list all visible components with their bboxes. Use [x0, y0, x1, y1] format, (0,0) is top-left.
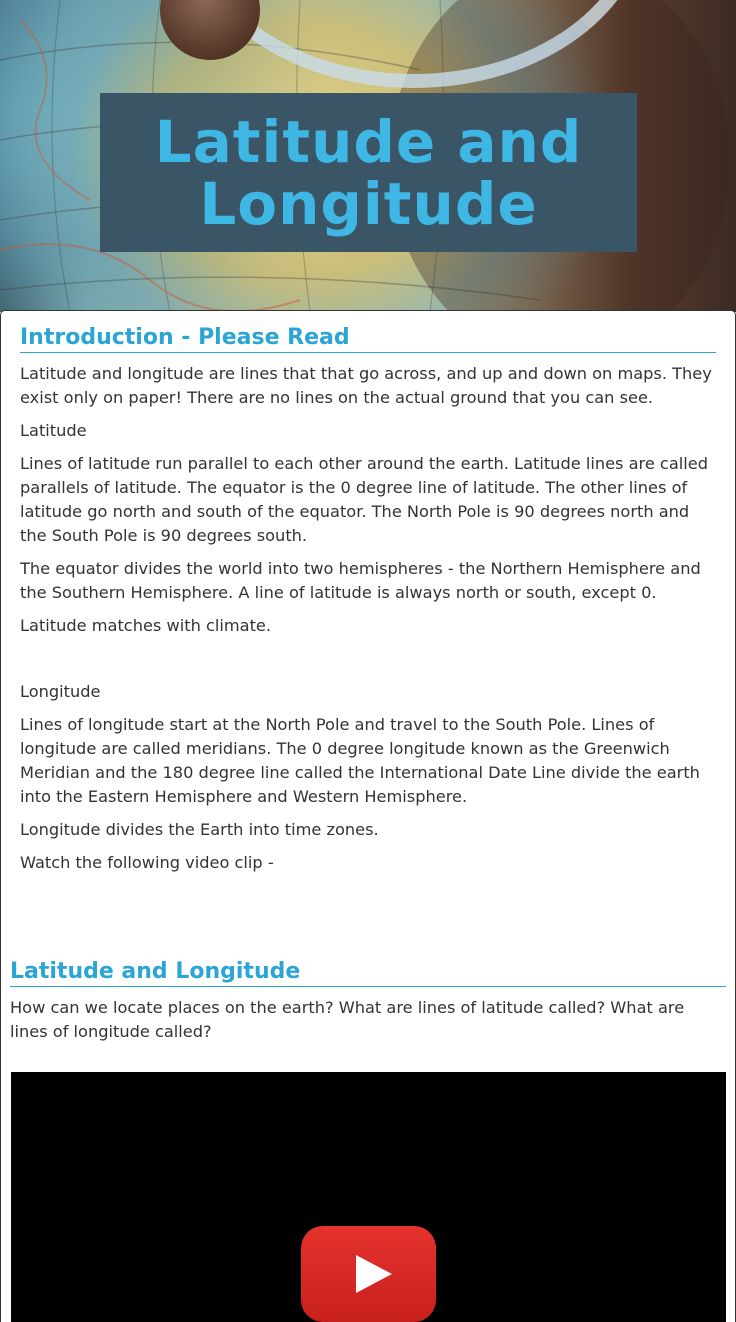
longitude-label: Longitude — [20, 682, 101, 701]
longitude-paragraph: Lines of longitude start at the North Pole and travel to the South Pole. Lines of longitude are called meridians. The 0 degree longitude known as the Greenwich Meridian and the 180 degree line called the International Date Line divide the earth into the Eastern Hemisphere and Western Hemisphere. — [20, 715, 700, 806]
lesson-description: How can we locate places on the earth? What are lines of latitude called? What are lines of longitude called? — [10, 998, 685, 1041]
intro-section — [20, 325, 716, 884]
video-prompt: Watch the following video clip - — [20, 853, 274, 872]
latitude-paragraph: Lines of latitude run parallel to each other around the earth. Latitude lines are called parallels of latitude. The equator is the 0 degree line of latitude. The other lines of latitude go north and south of the equator. The North Pole is 90 degrees north and the South Pole is 90 degrees south. — [20, 454, 708, 545]
blank-line — [20, 647, 716, 671]
latitude-label: Latitude — [20, 421, 87, 440]
time-zones-paragraph: Longitude divides the Earth into time zones. — [20, 820, 379, 839]
hero-title-box — [100, 93, 637, 252]
video-player[interactable] — [11, 1072, 726, 1322]
hero-globe-image — [0, 0, 736, 312]
intro-heading: Introduction - Please Read — [20, 325, 716, 353]
climate-paragraph: Latitude matches with climate. — [20, 616, 272, 635]
play-icon — [356, 1255, 392, 1293]
equator-paragraph: The equator divides the world into two hemispheres - the Northern Hemisphere and the Southern Hemisphere. A line of latitude is always north or south, except 0. — [20, 559, 701, 602]
lesson-heading: Latitude and Longitude — [10, 959, 726, 987]
page-title: Latitude and Longitude — [154, 107, 583, 238]
lesson-section — [10, 959, 726, 1053]
play-button[interactable] — [301, 1226, 436, 1322]
intro-paragraph: Latitude and longitude are lines that that go across, and up and down on maps. They exist only on paper! There are no lines on the actual ground that you can see. — [20, 364, 712, 407]
